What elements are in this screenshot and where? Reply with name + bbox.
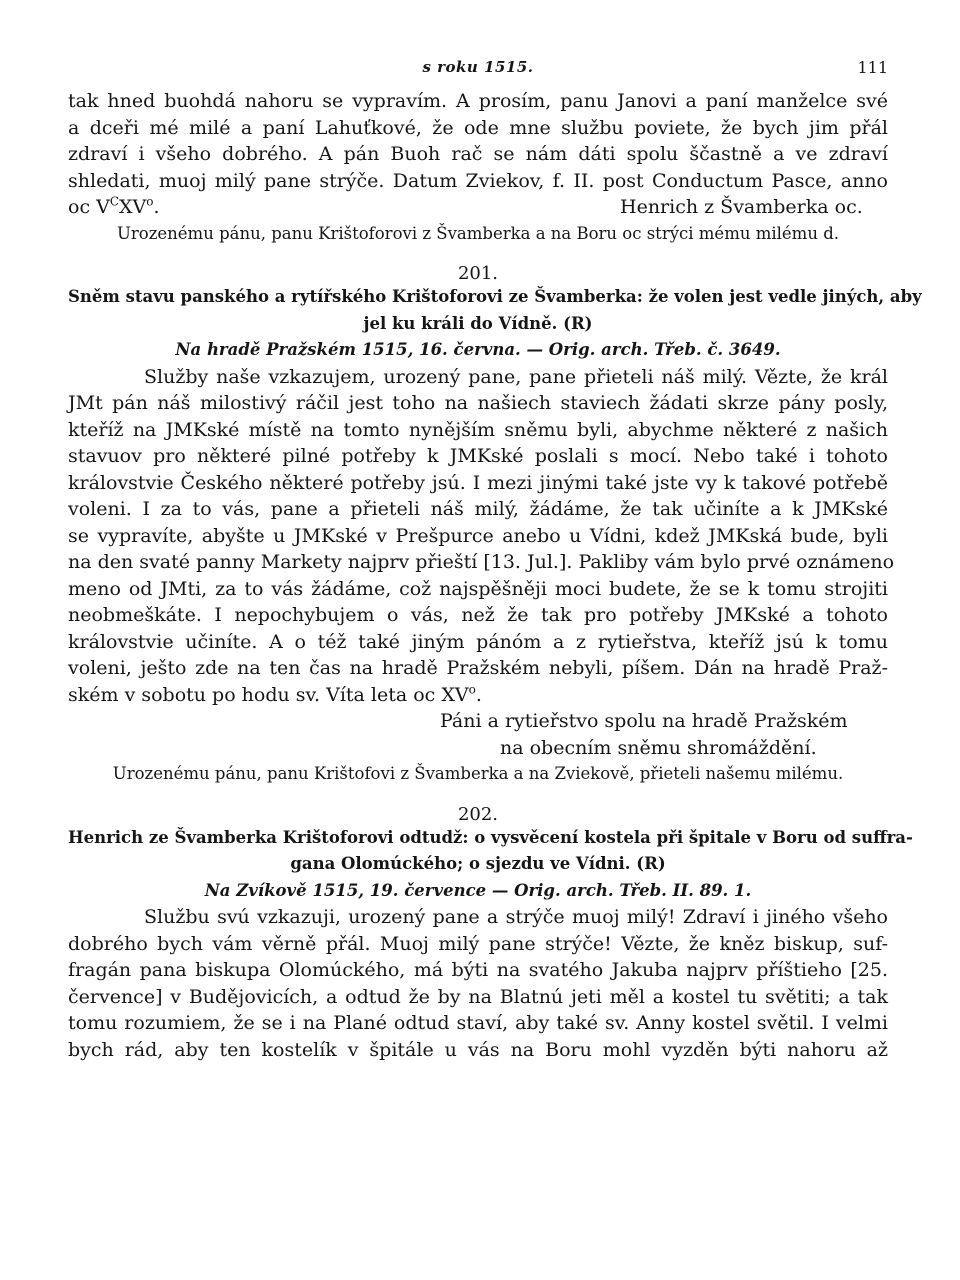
source-citation: Na Zvíkově 1515, 19. července — Orig. arch. Třeb. II. 89. 1.	[204, 880, 752, 900]
text-line: královstvie Českého některé potřeby jsú. I mezi jinými také jste vy k takové potřebě	[68, 471, 888, 494]
summary-line: jel ku králi do Vídně. (R)	[363, 313, 593, 333]
document-page	[68, 58, 922, 1063]
text-line: na den svaté panny Markety najprv přieští [13. Jul.]. Pakliby vám bylo prvé oznámeno	[68, 551, 895, 573]
date-superscript: C	[109, 194, 120, 209]
text-line	[68, 682, 888, 709]
text-line: se vypravíte, abyšte u JMKské v Prešpurce anebo u Vídni, kdež JMKská bude, byli	[68, 524, 888, 547]
address-line: Urozenému pánu, panu Krištofovi z Švamberka a na Zviekově, přieteli našemu milému.	[112, 764, 844, 783]
page-number: 111	[857, 58, 888, 77]
text-fragment: .	[475, 683, 482, 706]
signature: Henrich z Švamberka oc.	[620, 196, 863, 218]
text-line: JMt pán náš milostivý ráčil jest toho na našiech staviech žádati skrze pány posly,	[68, 392, 888, 414]
date-text: XV	[119, 196, 147, 218]
text-line: dobrého bych vám věrně přál. Muoj milý pane strýče! Vězte, že kněz biskup, suf-	[68, 932, 888, 955]
date-text: .	[153, 196, 160, 218]
text-line: voleni. I za to vás, pane a přieteli náš milý, žádáme, že tak učiníte a k JMKské	[68, 498, 888, 520]
text-line: voleni, ješto zde na ten čas na hradě Pražském nebyli, píšem. Dán na hradě Praž-	[68, 657, 888, 679]
text-line: královstvie učiníte. A o též také jiným pánóm a z rytieřstva, kteříž jsú k tomu	[68, 630, 888, 653]
date-superscript: o	[468, 682, 476, 697]
letter-200-ending	[68, 88, 888, 247]
page-header	[68, 58, 888, 88]
letter-201	[68, 263, 922, 788]
summary-line: Sněm stavu panského a rytířského Krištoforovi ze Švamberka: že volen jest vedle jiných, aby	[68, 287, 922, 306]
letter-202	[68, 803, 913, 1064]
date-superscript: o	[146, 194, 154, 209]
text-line: července] v Budějovicích, a odtud že by na Blatnú jeti měl a kostel tu světiti; a tak	[68, 985, 888, 1008]
text-line: meno od JMti, za to vás žádáme, což najspěšněji moci budete, že se k tomu strojiti	[68, 577, 888, 600]
text-line: stavuov pro některé pilné potřeby k JMKské poslali s mocí. Nebo také i tohoto	[68, 445, 888, 467]
summary-line: gana Olomúckého; o sjezdu ve Vídni. (R)	[290, 854, 666, 873]
text-line: bych rád, aby ten kostelík v špitále u vás na Boru mohl vyzděn býti nahoru až	[68, 1038, 888, 1061]
text-line: tak hned buohdá nahoru se vypravím. A prosím, panu Janovi a paní manželce své	[68, 90, 888, 112]
document-number: 202.	[457, 803, 499, 825]
text-line: Služby naše vzkazujem, urozený pane, pane přieteli náš milý. Vězte, že král	[144, 365, 888, 388]
text-line: zdraví i všeho dobrého. A pán Buoh rač se nám dáti spolu ščastně a ve zdraví	[68, 143, 888, 165]
text-line: tomu rozumiem, že se i na Plané odtud staví, aby také sv. Anny kostel světil. I velmi	[68, 1012, 888, 1034]
source-citation: Na hradě Pražském 1515, 16. června. — Orig. arch. Třeb. č. 3649.	[175, 340, 781, 359]
summary-line: Henrich ze Švamberka Krištoforovi odtudž: o vysvěcení kostela při špitale v Boru od suffra-	[68, 827, 913, 847]
signature-line: Páni a rytieřstvo spolu na hradě Pražském	[440, 710, 848, 732]
signature-line: na obecním sněmu shromáždění.	[500, 736, 817, 759]
text-line: kteříž na JMKské místě na tomto nynějším sněmu byli, abychme některé z našich	[68, 418, 888, 441]
date-text: oc V	[68, 196, 110, 218]
text-fragment: ském v sobotu po hodu sv. Víta leta oc XV	[68, 683, 469, 706]
running-title: s roku 1515.	[422, 58, 534, 76]
text-line: shledati, muoj milý pane strýče. Datum Zviekov, f. II. post Conductum Pasce, anno	[68, 169, 888, 192]
date-line	[68, 194, 888, 221]
document-number: 201.	[457, 263, 499, 284]
text-line: a dceři mé milé a paní Lahuťkové, že ode mne službu poviete, že bych jim přál	[68, 116, 888, 139]
text-line: Službu svú vzkazuji, urozený pane a strýče muoj milý! Zdraví i jiného všeho	[144, 906, 888, 928]
text-line: fragán pana biskupa Olomúckého, má býti na svatého Jakuba najprv příštieho [25.	[68, 959, 888, 981]
address-line: Urozenému pánu, panu Krištoforovi z Švamberka a na Boru oc strýci mému milému d.	[116, 223, 840, 243]
text-line: neobmeškáte. I nepochybujem o vás, než že tak pro potřeby JMKské a tohoto	[68, 604, 888, 626]
